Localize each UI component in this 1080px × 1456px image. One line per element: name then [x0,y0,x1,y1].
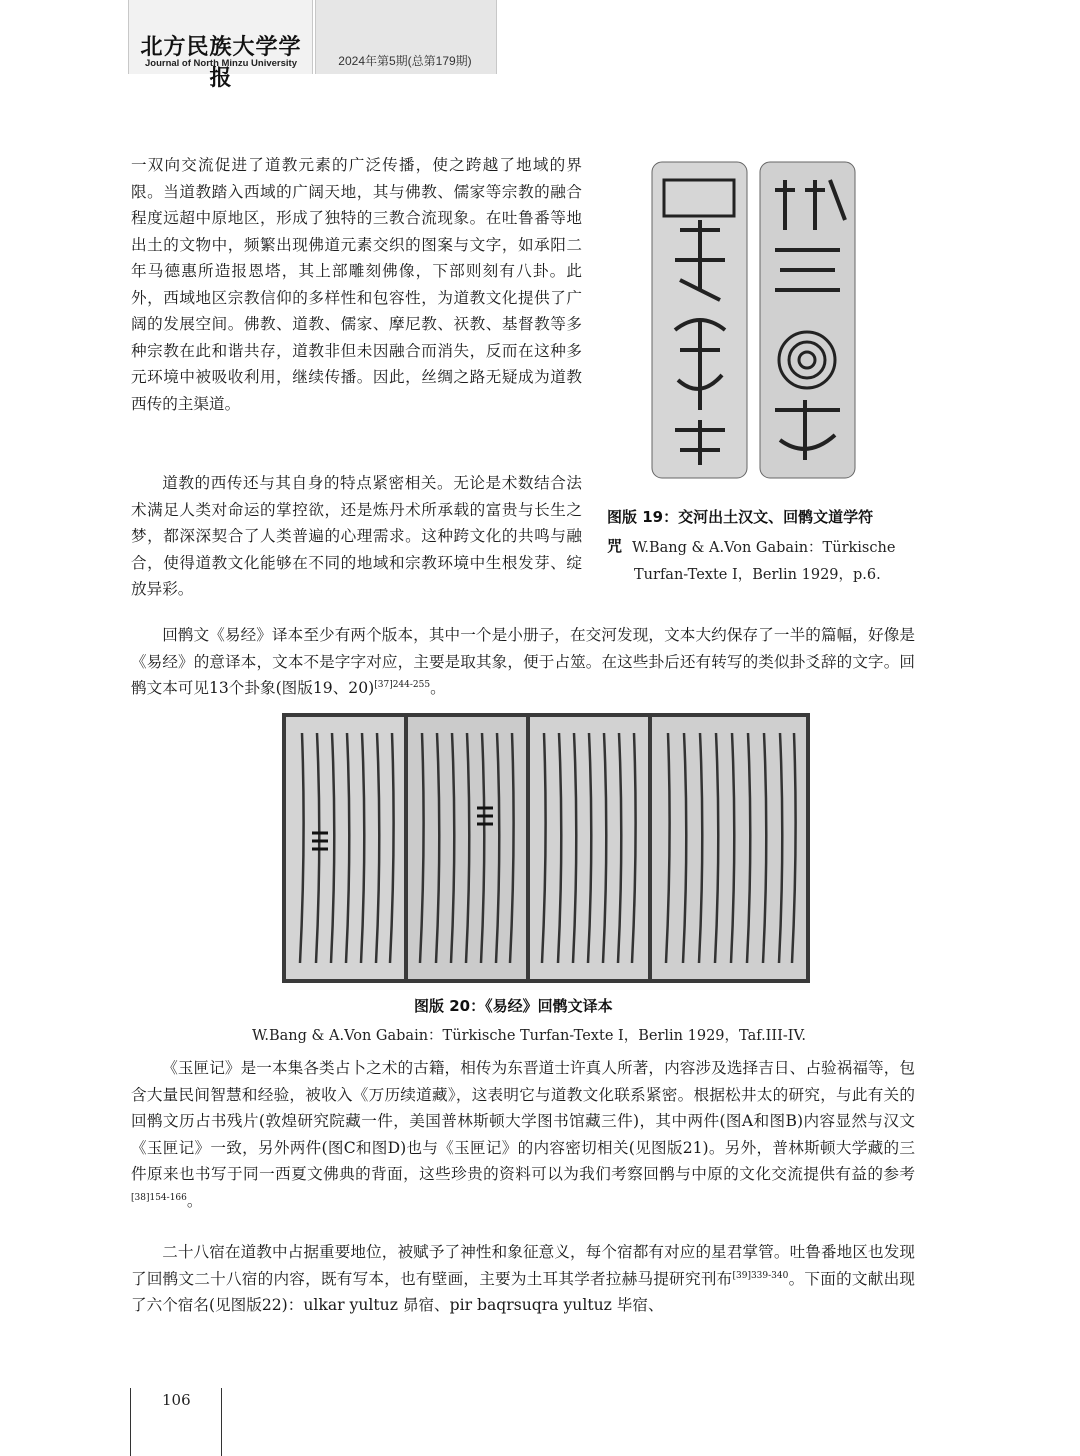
issue-label: 2024年第5期(总第179期) [338,54,472,68]
manuscript-leaf-1 [286,717,404,979]
figure19-title: 图版 19：交河出土汉文、回鹘文道学符 [607,508,874,526]
paragraph-3-text: 回鹘文《易经》译本至少有两个版本，其中一个是小册子，在交河发现，文本大约保存了一半的篇幅，好像是《易经》的意译本，文本不是字字对应，主要是取其象，便于占筮。在这些卦后还有转写的类似卦爻辞的文字。回鹘文本可见13个卦象(图版19、20) [131,626,915,697]
folio-rule-right [221,1388,222,1456]
paragraph-1: 一双向交流促进了道教元素的广泛传播，使之跨越了地域的界限。当道教踏入西域的广阔天地，其与佛教、儒家等宗教的融合程度远超中原地区，形成了独特的三教合流现象。在吐鲁番等地出土的文物中，频繁出现佛道元素交织的图案与文字，如承阳二年马德惠所造报恩塔，其上部雕刻佛像，下部则刻有八卦。此外，西域地区宗教信仰的多样性和包容性，为道教文化提供了广阔的发展空间。佛教、道教、儒家、摩尼教、祆教、基督教等多种宗教在此和谐共存，道教非但未因融合而消失，反而在这种多元环境中被吸收利用，继续传播。因此，丝绸之路无疑成为道教西传的主渠道。 [131,156,582,413]
paragraph-5 [131,1239,915,1319]
manuscript-leaf-4 [652,717,806,979]
figure20-title: 图版 20：《易经》回鹘文译本 [414,997,613,1015]
paragraph-4-text: 《玉匣记》是一本集各类占卜之术的古籍，相传为东晋道士许真人所著，内容涉及选择吉日、占验祸福等，包含大量民间智慧和经验，被收入《万历续道藏》，这表明它与道教文化联系紧密。根据松井太的研究，与此有关的回鹘文历占书残片(敦煌研究院藏一件，美国普林斯顿大学图书馆藏三件)，其中两件(图A和图B)内容显然与汉文《玉匣记》一致，另外两件(图C和图D)也与《玉匣记》的内容密切相关(见图版21)。另外，普林斯顿大学藏的三件原来也书写于同一西夏文佛典的背面，这些珍贵的资料可以为我们考察回鹘与中原的文化交流提供有益的参考 [131,1059,915,1183]
paragraph-4-end: 。 [186,1191,203,1210]
paragraph-2: 道教的西传还与其自身的特点紧密相关。无论是术数结合法术满足人类对命运的掌控欲，还是炼丹术所承载的富贵与长生之梦，都深深契合了人类普遍的心理需求。这种跨文化的共鸣与融合，使得道教文化能够在不同的地域和宗教环境中生根发芽、绽放异彩。 [131,474,582,598]
paragraph-5-text-1: 二十八宿在道教中占据重要地位，被赋予了神性和象征意义，每个宿都有对应的星君掌管。吐鲁番地区也发现了回鹘文二十八宿的内容，既有写本，也有壁画，主要为土耳其学者拉赫马提研究刊布 [131,1243,915,1288]
figure20-image [282,713,810,983]
citation-38: [38]154-166 [131,1192,187,1203]
talisman-right [760,162,855,478]
citation-39: [39]339-340 [732,1270,789,1281]
paragraph-3 [131,622,915,702]
journal-title-en: Journal of North Minzu University [144,58,297,69]
journal-title-cn: 北方民族大学学报 [140,34,302,91]
page-number: 106 [162,1391,191,1409]
figure19-title-cont: 咒 [607,537,623,555]
citation-37: [37]244-255 [374,679,431,690]
figure19-source-2: Turfan-Texte I，Berlin 1929，p.6. [634,567,881,583]
paragraph-4 [131,1055,915,1214]
figure19-image [650,160,860,480]
folio-rule-left [130,1388,131,1456]
manuscript-leaf-3 [530,717,648,979]
paragraph-3-end: 。 [430,679,446,697]
manuscript-leaf-2 [408,717,526,979]
figure19-source-1: W.Bang & A.Von Gabain：Türkische [632,540,896,556]
figure20-source: W.Bang & A.Von Gabain：Türkische Turfan-Texte I，Berlin 1929，Taf.III-IV. [252,1028,807,1044]
paragraph-5-text-2: 。下面的文献出现了六个宿名(见图版22)：ulkar yultuz 昴宿、pir baqrsuqra yultuz 毕宿、 [131,1269,915,1314]
talisman-left [652,162,747,478]
